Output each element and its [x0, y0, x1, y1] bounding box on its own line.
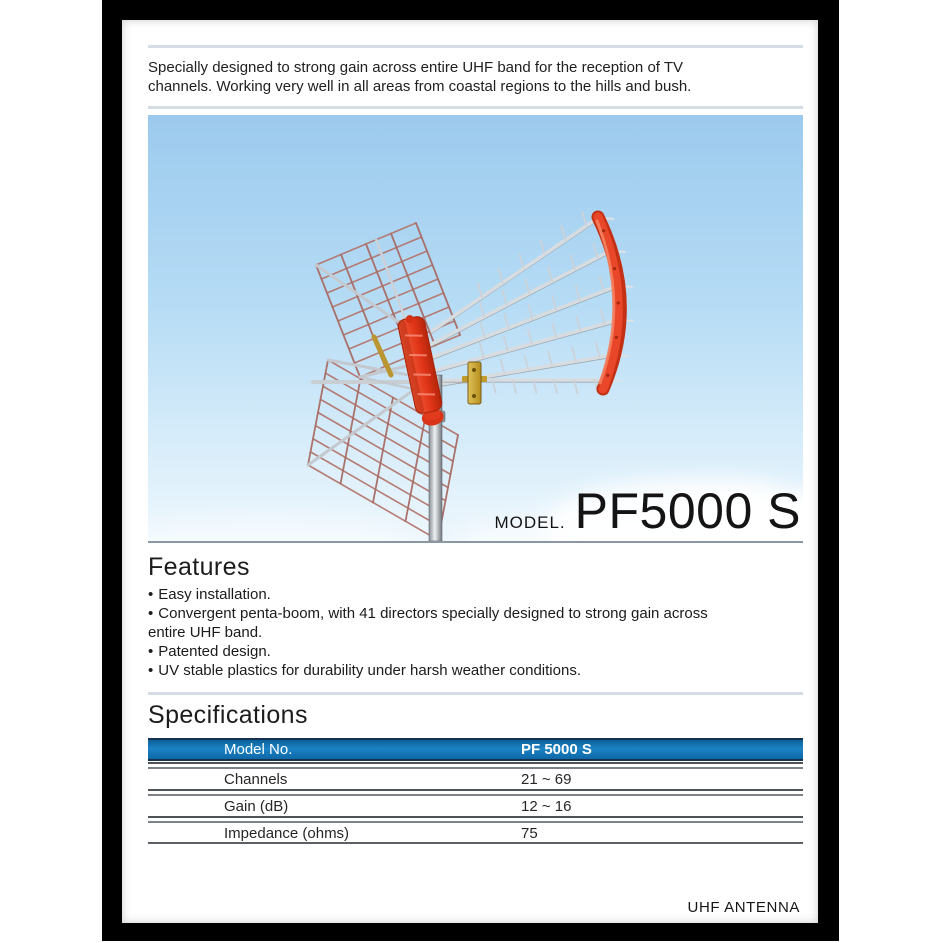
- spec-row: [148, 824, 803, 842]
- bullet-glyph: •: [148, 586, 154, 603]
- feature-text: UV stable plastics for durability under harsh weather conditions.: [158, 662, 581, 679]
- spec-row-value: 21 ~ 69: [521, 770, 572, 788]
- spec-row-label: Gain (dB): [224, 797, 289, 815]
- table-bottom-line: [148, 842, 803, 844]
- spec-row: [148, 797, 803, 815]
- footer-label: UHF ANTENNA: [687, 899, 800, 916]
- feature-item: [148, 604, 728, 642]
- features-heading: Features: [148, 553, 250, 581]
- bullet-glyph: •: [148, 605, 154, 622]
- table-separator: [148, 816, 803, 823]
- spec-header-value: PF 5000 S: [521, 741, 592, 758]
- product-description: Specially designed to strong gain across entire UHF band for the reception of TV channels. Working very well in all areas from coastal regions to the hills and bush.: [148, 59, 692, 95]
- model-caption: [494, 483, 801, 539]
- spec-row-label: Channels: [224, 770, 288, 788]
- product-photo: [148, 115, 803, 543]
- feature-item: [148, 585, 728, 604]
- specifications-heading: Specifications: [148, 701, 308, 729]
- feature-text: Easy installation.: [158, 586, 271, 603]
- bullet-glyph: •: [148, 662, 154, 679]
- feature-item: [148, 642, 728, 661]
- page-content: [148, 20, 803, 844]
- feature-item: [148, 661, 728, 680]
- divider-top: [148, 45, 803, 48]
- feature-list: [148, 585, 803, 680]
- table-separator: [148, 789, 803, 796]
- model-number: PF5000 S: [574, 483, 801, 539]
- spec-table: [148, 738, 803, 844]
- bullet-glyph: •: [148, 643, 154, 660]
- feature-text: Patented design.: [158, 643, 271, 660]
- feature-text: Convergent penta-boom, with 41 directors specially designed to strong gain across entire UHF band.: [148, 605, 708, 641]
- spec-row-value: 12 ~ 16: [521, 797, 572, 815]
- spec-row: [148, 770, 803, 788]
- divider-above-specs: [148, 692, 803, 695]
- model-label: MODEL.: [494, 513, 566, 532]
- document-page: [122, 20, 818, 923]
- spec-row-label: Impedance (ohms): [224, 824, 350, 842]
- page-frame: [102, 0, 839, 941]
- sky-background: [148, 115, 803, 541]
- divider-above-photo: [148, 106, 803, 109]
- spec-table-header-row: [148, 738, 803, 761]
- table-separator: [148, 762, 803, 769]
- spec-header-label: Model No.: [224, 741, 293, 758]
- spec-row-value: 75: [521, 824, 538, 842]
- antenna-image: [148, 115, 803, 541]
